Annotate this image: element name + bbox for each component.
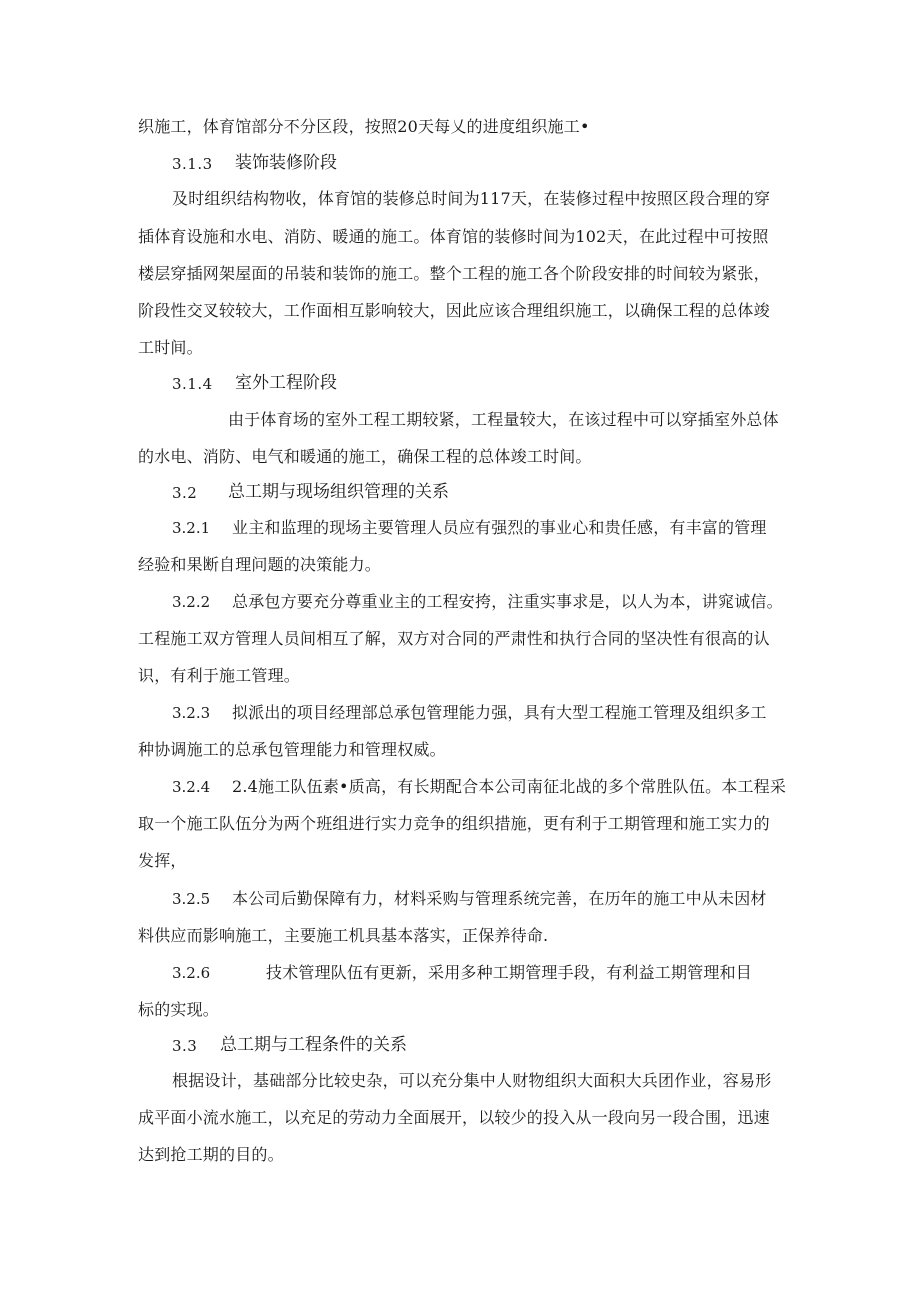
paragraph-line: 工程施工双方管理人员间相互了解，双方对合同的严肃性和执行合同的坚决性有很高的认: [138, 629, 770, 648]
section-title: 装饰装修阶段: [235, 153, 337, 173]
section-title: 总工期与现场组织管理的关系: [228, 482, 449, 502]
section-number: 3.1.4: [172, 375, 213, 393]
paragraph-line: 达到抢工期的目的。: [138, 1145, 284, 1164]
paragraph-line: 标的实现。: [138, 1000, 220, 1019]
paragraph-line: 技术管理队伍有更新，采用多种工期管理手段，有利益工期管理和目: [266, 963, 753, 982]
item-number: 3.2.1: [172, 519, 211, 537]
section-heading-3-2: [172, 481, 532, 503]
section-title: 室外工程阶段: [235, 373, 337, 393]
paragraph-line: 成平面小流水施工，以充足的劳动力全面展开，以较少的投入从一段向另一段合围，迅速: [138, 1108, 770, 1127]
paragraph-line: 取一个施工队伍分为两个班组进行实力竞争的组织措施，更有利于工期管理和施工实力的: [138, 814, 770, 833]
paragraph-line: 插体育设施和水电、消防、暖通的施工。体育馆的装修时间为102天，在此过程中可按照: [138, 227, 769, 246]
item-number: 3.2.3: [172, 704, 211, 722]
paragraph-line: 种协调施工的总承包管理能力和管理权威。: [138, 740, 446, 759]
section-number: 3.1.3: [172, 155, 213, 173]
paragraph-line: 识，有利于施工管理。: [138, 666, 301, 685]
paragraph-line: 经验和果断自理问题的决策能力。: [138, 555, 382, 574]
paragraph-line: 由于体育场的室外工程工期较紧，工程量较大，在该过程中可以穿插室外总体: [228, 410, 779, 429]
paragraph-line: 料供应而影响施工，主要施工机具基本落实，正保养待命.: [138, 926, 549, 945]
section-heading-3-1-4: [172, 372, 472, 394]
paragraph-line: 楼层穿插网架屋面的吊装和装饰的施工。整个工程的施工各个阶段安排的时间较为紧张，: [138, 264, 770, 283]
paragraph-line: 工时间。: [138, 338, 203, 357]
paragraph-line: 的水电、消防、电气和暖通的施工，确保工程的总体竣工时间。: [138, 447, 592, 466]
section-heading-3-1-3: [172, 152, 472, 174]
section-title: 总工期与工程条件的关系: [220, 1035, 407, 1055]
paragraph-line: 业主和监理的现场主要管理人员应有强烈的事业心和贵任感，有丰富的管理: [232, 518, 767, 537]
item-number: 3.2.5: [172, 890, 211, 908]
section-number: 3.3: [172, 1037, 198, 1055]
section-heading-3-3: [172, 1034, 492, 1056]
paragraph-line: 2.4施工队伍素•质高，有长期配合本公司南征北战的多个常胜队伍。本工程采: [232, 777, 787, 796]
item-number: 3.2.6: [172, 964, 211, 982]
paragraph-line: 阶段性交叉较较大，工作面相互影响较大，因此应该合理组织施工，以确保工程的总体竣: [138, 301, 770, 320]
paragraph-line: 拟派出的项目经理部总承包管理能力强，具有大型工程施工管理及组织多工: [232, 703, 767, 722]
paragraph-line: 发挥，: [138, 851, 187, 870]
item-number: 3.2.2: [172, 593, 211, 611]
paragraph-line: 本公司后勤保障有力，材料采购与管理系统完善，在历年的施工中从未因材: [232, 889, 767, 908]
paragraph-line: 总承包方要充分尊重业主的工程安挎，注重实事求是，以人为本，讲窕诚信。: [232, 592, 783, 611]
paragraph-line: 及时组织结构物收，体育馆的装修总时间为117天，在装修过程中按照区段合理的穿: [172, 189, 771, 208]
section-number: 3.2: [172, 484, 198, 502]
paragraph-line: 织施工，体育馆部分不分区段，按照20天每乂的进度组织施工•: [138, 117, 590, 136]
paragraph-line: 根据设计，基础部分比较史杂，可以充分集中人财物组织大面积大兵团作业，容易形: [172, 1071, 772, 1090]
item-number: 3.2.4: [172, 778, 211, 796]
